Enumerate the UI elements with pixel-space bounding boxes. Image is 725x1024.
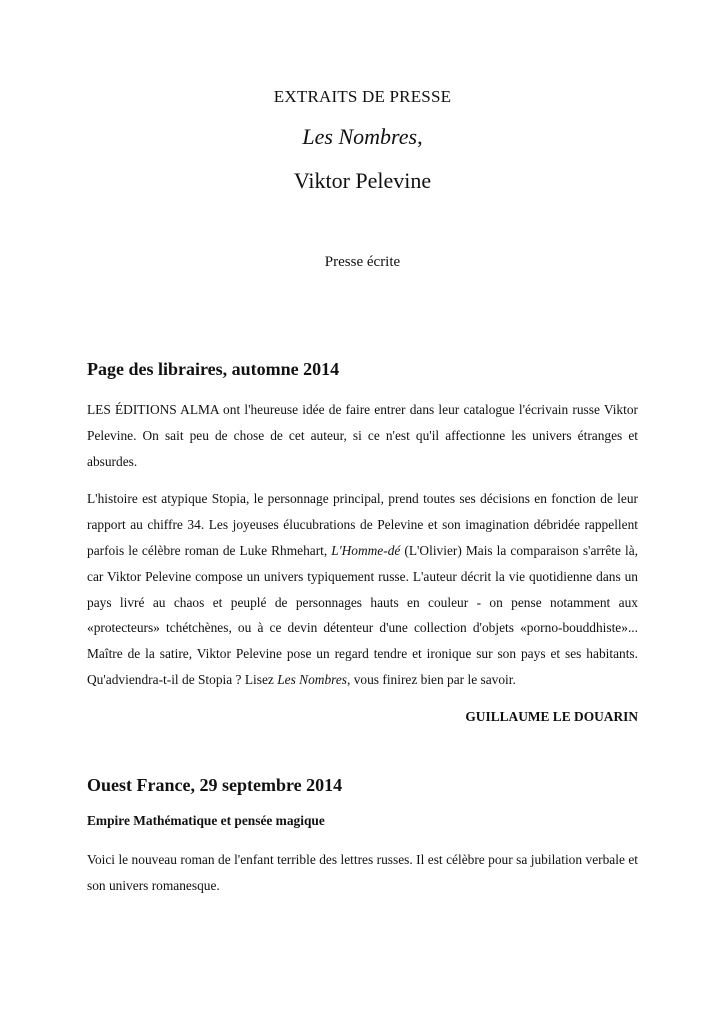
para2-text-1: L'histoire est atypique Stopia, le personnage principal, prend toutes ses décisions en fonction de leur rapport au chiffre 34. Les joyeuses élucubrations de Pelevine et son imagination débridée rappellent parfois le célèbre roman de Luke Rhmehart, bbox=[87, 491, 638, 558]
document-body bbox=[87, 357, 638, 898]
document-header-label: EXTRAITS DE PRESSE bbox=[273, 87, 452, 106]
book-title-suffix: , bbox=[417, 124, 423, 149]
book-title bbox=[0, 124, 725, 150]
section1-paragraph-1: LES ÉDITIONS ALMA ont l'heureuse idée de faire entrer dans leur catalogue l'écrivain russe Viktor Pelevine. On sait peu de chose de cet auteur, si ce n'est qu'il affectionne les univers étranges et absurdes. bbox=[87, 402, 638, 469]
book-title-italic: Les Nombres bbox=[302, 124, 418, 149]
section1-signature: GUILLAUME LE DOUARIN bbox=[465, 708, 638, 724]
section1-paragraph-2 bbox=[87, 486, 638, 692]
section2-paragraph-1: Voici le nouveau roman de l'enfant terrible des lettres russes. Il est célèbre pour sa jubilation verbale et son univers romanesque. bbox=[87, 851, 638, 893]
para2-text-3: , vous finirez bien par le savoir. bbox=[347, 671, 516, 687]
subsection-label: Presse écrite bbox=[324, 254, 401, 270]
section-title-ouest-france: Ouest France, 29 septembre 2014 bbox=[87, 774, 343, 795]
section2-subheading: Empire Mathématique et pensée magique bbox=[87, 812, 325, 828]
para2-text-2: (L'Olivier) Mais la comparaison s'arrête là, car Viktor Pelevine compose un univers typiquement russe. L'auteur décrit la vie quotidienne dans un pays livré au chaos et peuplé de personnages hauts en couleur - on pense notamment aux «protecteurs» tchétchènes, ou à ce devin détenteur d'une collection d'objets «porno-bouddhiste»... Maître de la satire, Viktor Pelevine pose un regard tendre et ironique sur son pays et ses habitants. Qu'adviendra-t-il de Stopia ? Lisez bbox=[87, 542, 638, 687]
para2-italic-title-2: Les Nombres bbox=[277, 671, 348, 687]
book-author: Viktor Pelevine bbox=[293, 168, 432, 193]
section-title-libraires: Page des libraires, automne 2014 bbox=[87, 359, 340, 379]
para2-italic-title-1: L'Homme-dé bbox=[331, 542, 401, 558]
